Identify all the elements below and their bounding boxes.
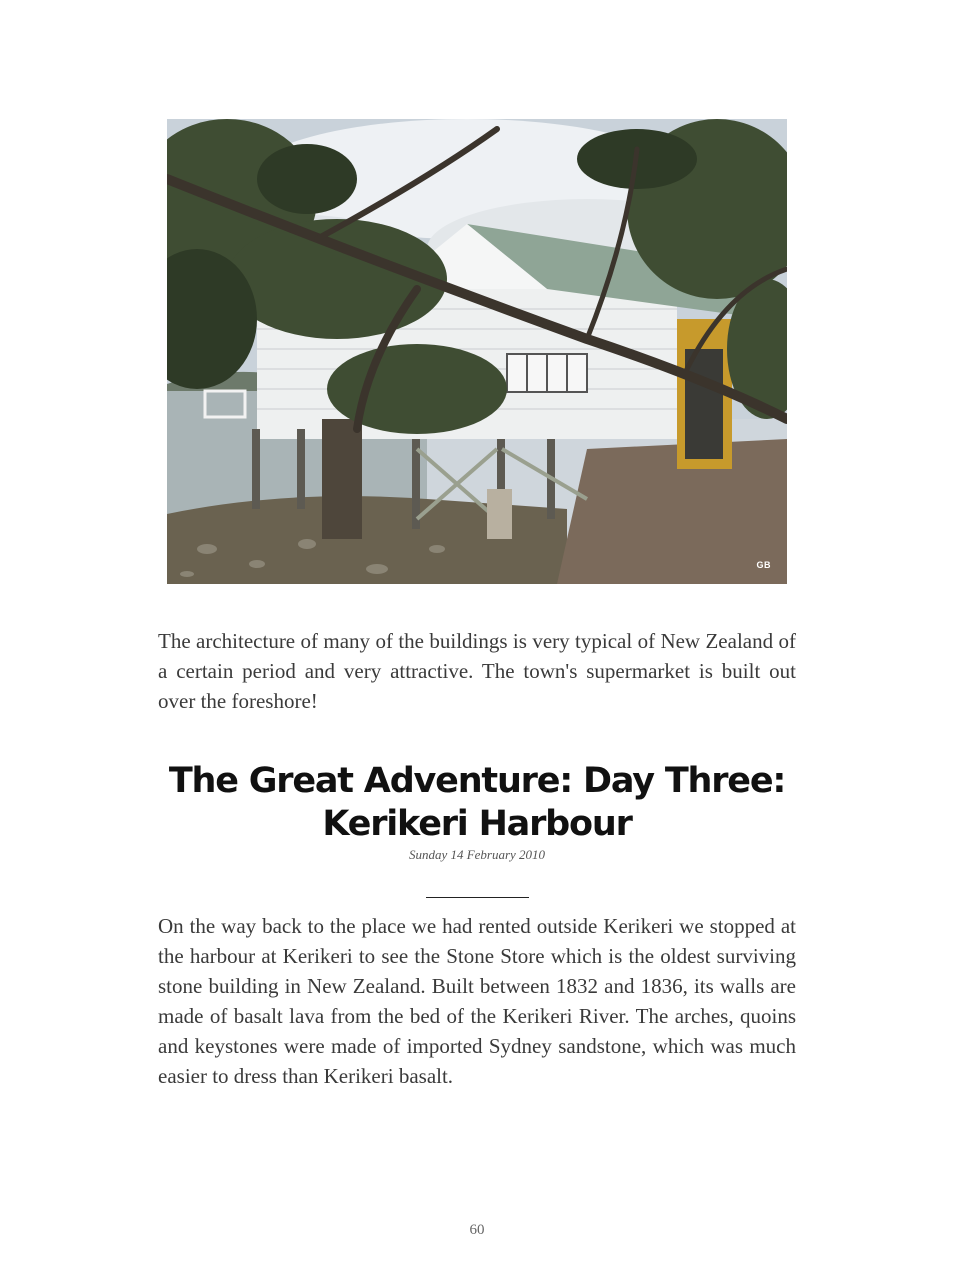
harbour-building-photo [167, 119, 787, 584]
dateline: Sunday 14 February 2010 [408, 847, 546, 862]
page-number: 60 [469, 1222, 485, 1238]
photo-credit: GB [756, 560, 771, 570]
photo-image [167, 119, 787, 584]
section-heading: The Great Adventure: Day Three: Kerikeri Harbour [168, 761, 786, 844]
paragraph-architecture: The architecture of many of the buildings is very typical of New Zealand of a certain period and very attractive. The town's supermarket is built out over the foreshore! [158, 629, 796, 713]
divider-line [426, 897, 529, 898]
paragraph-stone-store: On the way back to the place we had rented outside Kerikeri we stopped at the harbour at Kerikeri to see the Stone Store which is the oldest surviving stone building in New Zealand. Built between 1832 and 1836, its walls are made of basalt lava from the bed of the Kerikeri River. The arches, quoins and keystones were made of imported Sydney sandstone, which was much easier to dress than Kerikeri basalt. [158, 914, 796, 1088]
